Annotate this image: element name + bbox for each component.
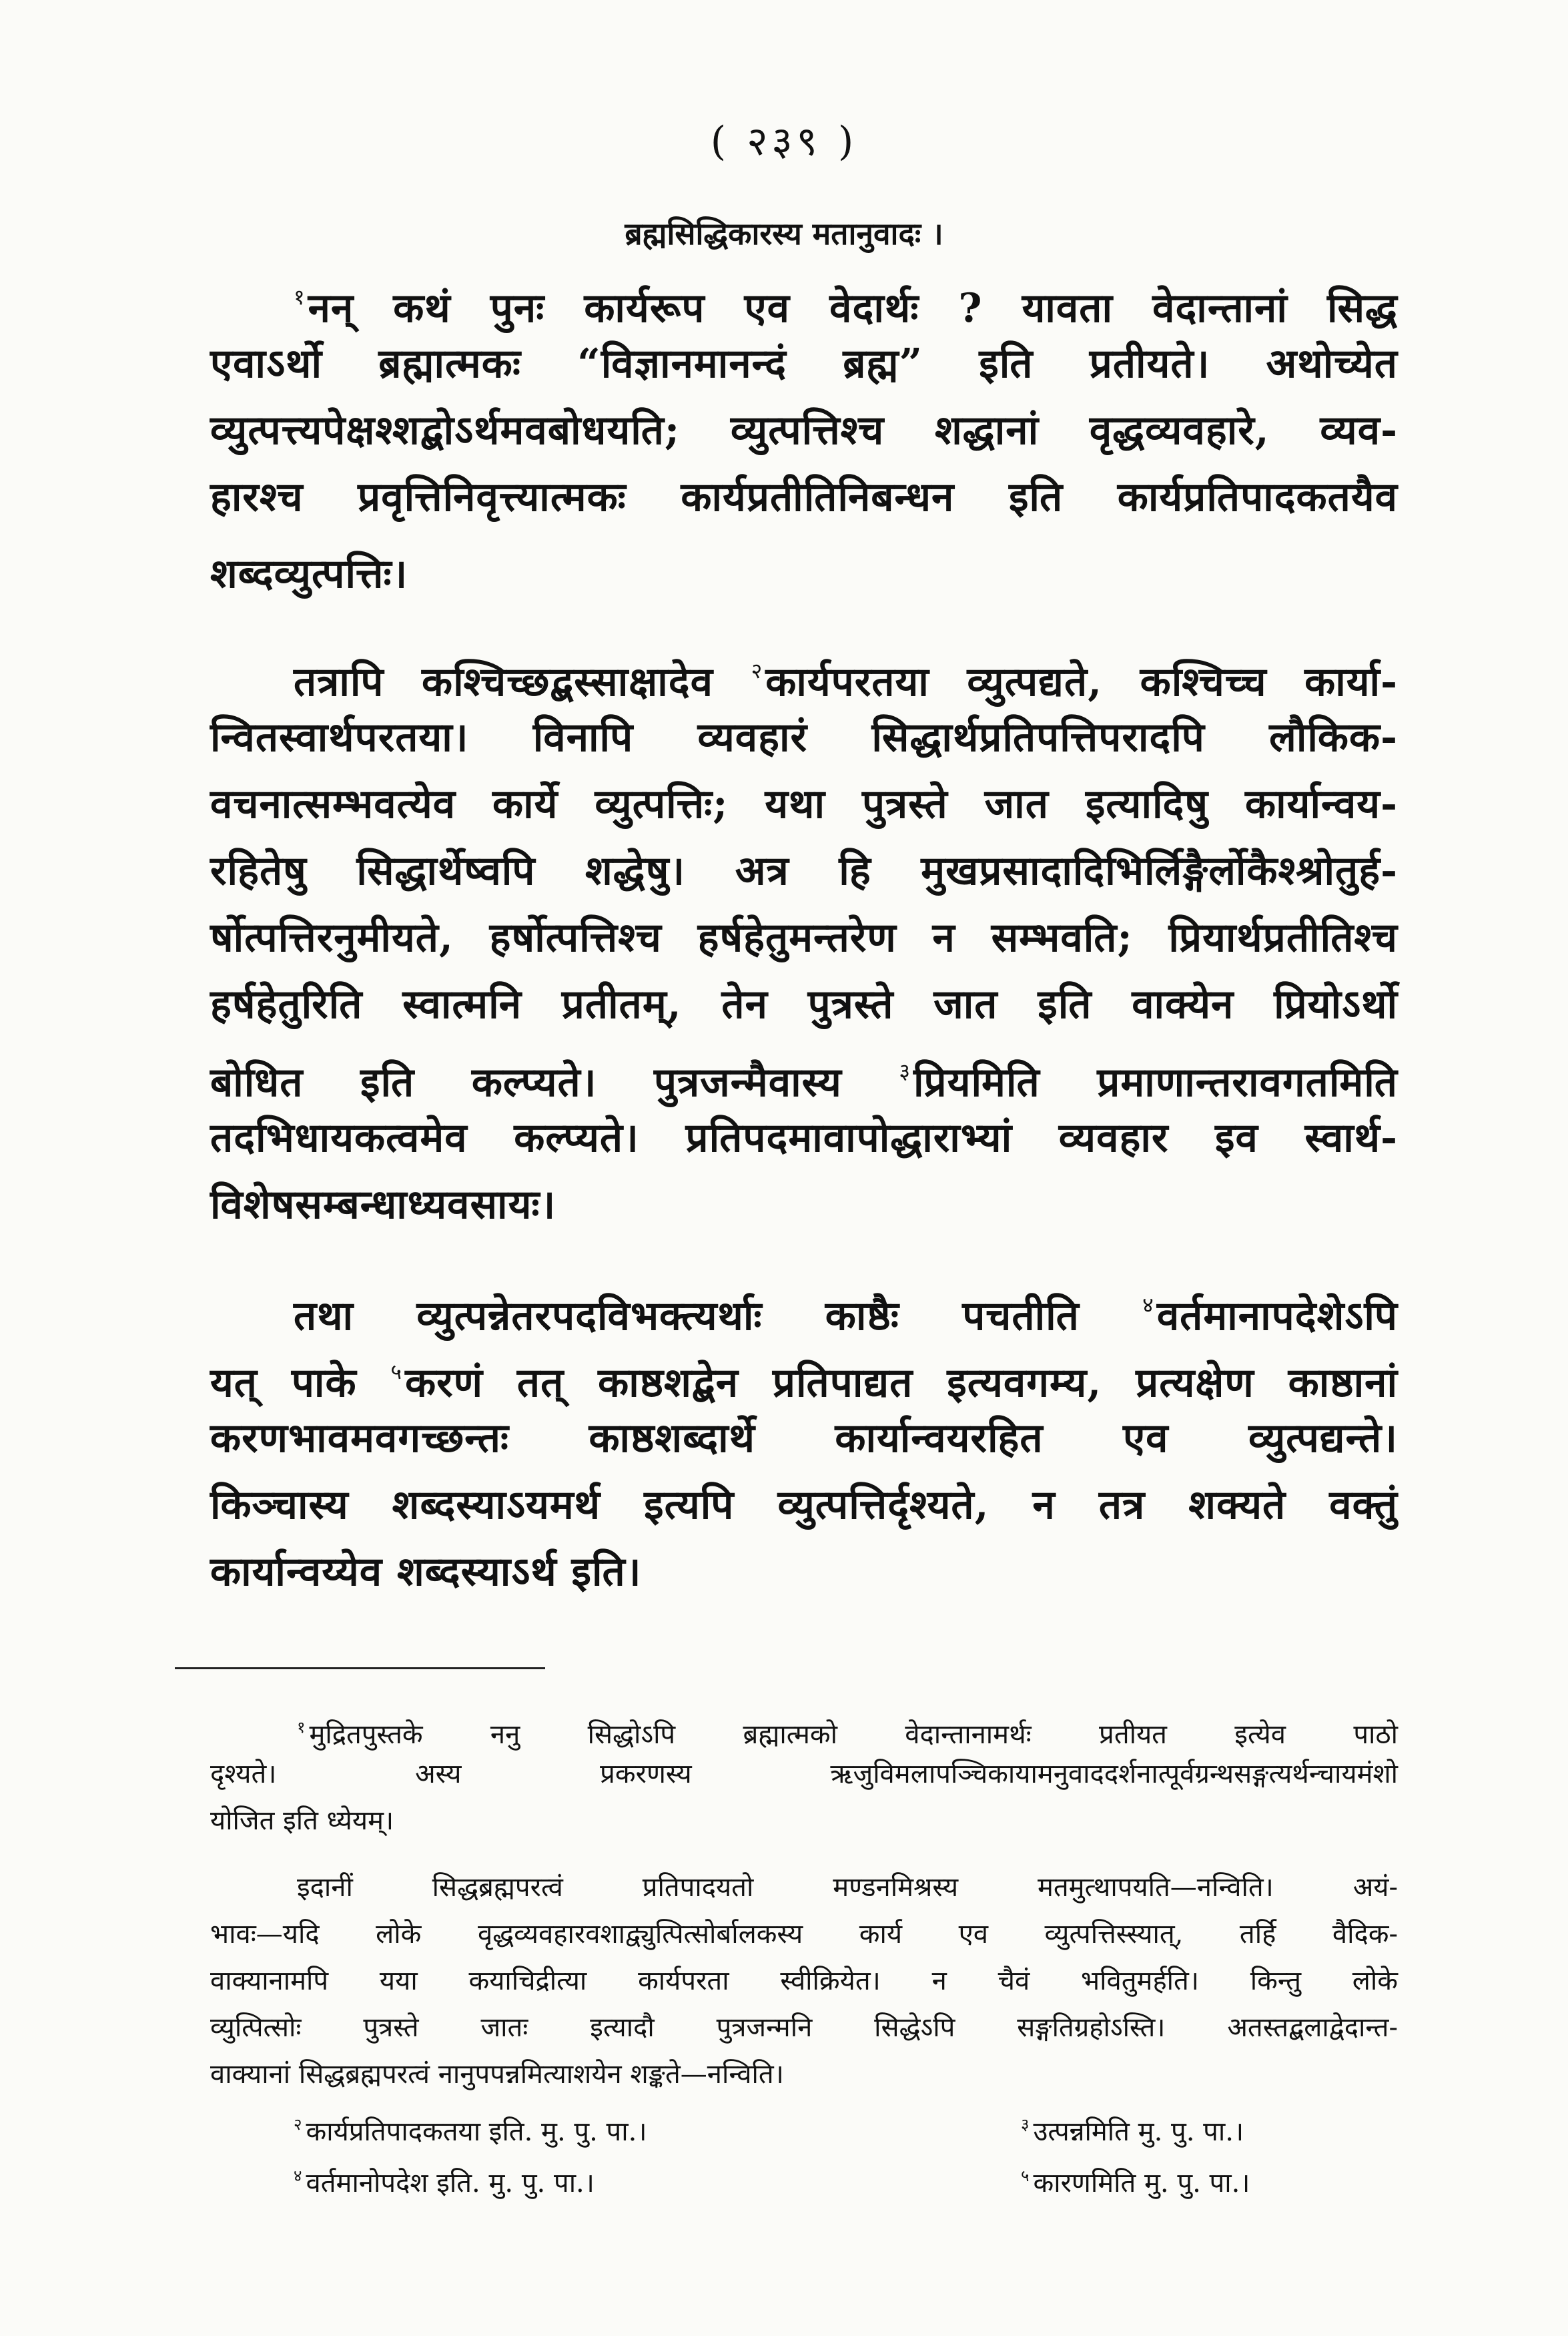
para1-line-5: शब्दव्युत्पत्तिः। — [210, 551, 408, 597]
para2-line-2: न्वितस्वार्थपरतया। विनापि व्यवहारं सिद्धार्थप्रतिपत्तिपरादपि लौकिक- — [210, 714, 1398, 761]
para2-line-7: बोधित इति कल्प्यते। पुत्रजन्मैवास्य $^३$प्रियमिति प्रमाणान्तरावगतमिति — [210, 1059, 1398, 1106]
variant-reading-2: $^२$ कार्यप्रतिपादकतया इति. मु. पु. पा.। — [294, 2115, 647, 2147]
para2-line-1: तत्रापि कश्चिच्छद्बस्साक्षादेव $^२$कार्यपरतया व्युत्पद्यते, कश्चिच्च कार्या- — [294, 658, 1398, 705]
para3-line-4: किञ्चास्य शब्दस्याऽयमर्थ इत्यपि व्युत्पत्तिर्दृश्यते, न तत्र शक्यते वक्तुं — [210, 1482, 1398, 1528]
note-line-3: वाक्यानामपि यया कयाचिद्रीत्या कार्यपरता स्वीक्रियेत। न चैवं भवितुमर्हति। किन्तु लोके — [210, 1966, 1398, 1996]
section-heading: ब्रह्मसिद्धिकारस्य मतानुवादः । — [625, 216, 943, 252]
para2-line-6: हर्षहेतुरिति स्वात्मनि प्रतीतम्, तेन पुत्रस्ते जात इति वाक्येन प्रियोऽर्थो — [210, 981, 1398, 1028]
para1-line-1: $^१$नन्‌ कथं पुनः कार्यरूप एव वेदार्थः ? यावता वेदान्तानां सिद्ध — [294, 284, 1398, 332]
note-line-1: इदानीं सिद्धब्रह्मपरत्वं प्रतिपादयतो मण्डनमिश्रस्य मतमुत्थापयति—नन्विति। अयं- — [297, 1872, 1398, 1903]
para2-line-4: रहितेषु सिद्धार्थेष्वपि शद्धेषु। अत्र हि मुखप्रसादादिभिर्लिङ्गैर्लोकैश्श्रोतुर्ह- — [210, 848, 1398, 894]
variant-reading-3: $^३$ उत्पन्नमिति मु. पु. पा.। — [1021, 2115, 1244, 2147]
footnote-mark: १ — [294, 284, 306, 310]
para1-line-3: व्युत्पत्त्यपेक्षश्शद्बोऽर्थमवबोधयति; व्युत्पत्तिश्च शद्धानां वृद्धव्यवहारे, व्यव- — [210, 407, 1398, 454]
variant-reading-4: $^४$ वर्तमानोपदेश इति. मु. पु. पा.। — [294, 2166, 595, 2199]
note-line-5: वाक्यानां सिद्धब्रह्मपरत्वं नानुपपन्नमित्याशयेन शङ्कते—नन्विति। — [210, 2059, 784, 2090]
variant-reading-5: $^५$ कारणमिति मु. पु. पा.। — [1021, 2166, 1250, 2199]
para2-line-9: विशेषसम्बन्धाध्यवसायः। — [210, 1181, 556, 1228]
para1-line-4: हारश्च प्रवृत्तिनिवृत्त्यात्मकः कार्यप्रतीतिनिबन्धन इति कार्यप्रतिपादकतयैव — [210, 474, 1398, 521]
para3-line-1: तथा व्युत्पन्नेतरपदविभक्त्यर्थाः काष्ठैः पचतीति $^४$वर्तमानापदेशेऽपि — [294, 1292, 1399, 1340]
footnote-1-line-2: दृश्यते। अस्य प्रकरणस्य ऋजुविमलापञ्चिकायामनुवाददर्शनात्पूर्वग्रन्थसङ्गत्यर्थन्चायमंशो — [210, 1759, 1398, 1789]
footnote-1-line-3: योजित इति ध्येयम्। — [210, 1805, 394, 1836]
footnote-1-line-1: $^१$ मुद्रितपुस्तके ननु सिद्धोऽपि ब्रह्मात्मको वेदान्तानामर्थः प्रतीयत इत्येव पाठो — [297, 1718, 1398, 1750]
para2-line-3: वचनात्सम्भवत्येव कार्ये व्युत्पत्तिः; यथा पुत्रस्ते जात इत्यादिषु कार्यान्वय- — [210, 781, 1398, 828]
para3-line-5: कार्यान्वय्येव शब्दस्याऽर्थ इति। — [210, 1548, 642, 1595]
para2-line-5: र्षोत्पत्तिरनुमीयते, हर्षोत्पत्तिश्च हर्षहेतुमन्तरेण न सम्भवति; प्रियार्थप्रतीतिश्च — [210, 914, 1398, 961]
para1-line-2: एवाऽर्थो ब्रह्मात्मकः “विज्ञानमानन्दं ब्रह्म” इति प्रतीयते। अथोच्येत — [210, 340, 1398, 387]
para3-line-2: यत्‌ पाके $^५$करणं तत्‌ काष्ठशद्बेन प्रतिपाद्यत इत्यवगम्य, प्रत्यक्षेण काष्ठानां — [210, 1359, 1398, 1406]
note-line-2: भावः—यदि लोके वृद्धव्यवहारवशाद्व्युत्पित्सोर्बालकस्य कार्य एव व्युत्पत्तिस्स्यात्‌, तर्हि वैदिक- — [210, 1919, 1398, 1950]
para2-line-8: तदभिधायकत्वमेव कल्प्यते। प्रतिपदमावापोद्धाराभ्यां व्यवहार इव स्वार्थ- — [210, 1115, 1398, 1161]
page-number: ( २३९ ) — [710, 118, 858, 165]
para3-line-3: करणभावमवगच्छन्तः काष्ठशब्दार्थे कार्यान्वयरहित एव व्युत्पद्यन्ते। — [210, 1415, 1398, 1462]
note-line-4: व्युत्पित्सोः पुत्रस्ते जातः इत्यादौ पुत्रजन्मनि सिद्धेऽपि सङ्गतिग्रहोऽस्ति। अतस्तद्बलाद्वेदान्त- — [210, 2012, 1398, 2043]
footnote-separator — [175, 1667, 545, 1669]
